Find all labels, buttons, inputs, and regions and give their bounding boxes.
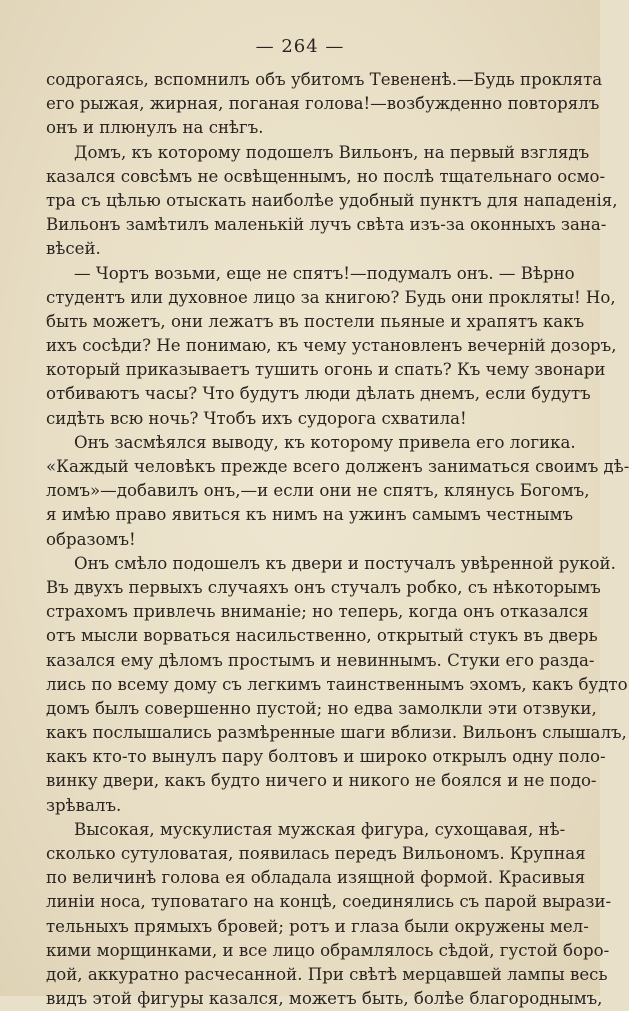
page-number: — 264 — xyxy=(255,36,345,57)
text-line: линіи носа, туповатаго на концѣ, соединялись съ парой вырази- xyxy=(46,892,612,912)
text-line: Высокая, мускулистая мужская фигура, сухощавая, нѣ- xyxy=(74,819,566,839)
text-line: тра съ цѣлью отыскать наиболѣе удобный пунктъ для нападенія, xyxy=(46,190,618,210)
text-line: Вильонъ замѣтилъ маленькій лучъ свѣта изъ-за оконныхъ зана- xyxy=(46,215,607,235)
paragraph xyxy=(46,552,628,818)
paragraph xyxy=(46,68,603,141)
text-line: сидѣть всю ночь? Чтобъ ихъ судорога схватила! xyxy=(46,408,467,428)
text-line: образомъ! xyxy=(46,529,136,549)
paragraph xyxy=(46,431,629,552)
text-line: по величинѣ голова ея обладала изящной формой. Красивыя xyxy=(46,868,586,888)
body-text xyxy=(46,68,629,1011)
text-line: вѣсей. xyxy=(46,239,101,259)
text-line: студентъ или духовное лицо за книгою? Будь они прокляты! Но, xyxy=(46,287,616,307)
text-line: казался ему дѣломъ простымъ и невиннымъ. Стуки его разда- xyxy=(46,650,595,670)
text-line: который приказываетъ тушить огонь и спать? Къ чему звонари xyxy=(46,360,606,380)
text-line: зрѣвалъ. xyxy=(46,795,122,815)
text-line: Онъ смѣло подошелъ къ двери и постучалъ увѣренной рукой. xyxy=(74,553,616,573)
text-line: сколько сутуловатая, появилась передъ Вильономъ. Крупная xyxy=(46,844,586,863)
paragraph xyxy=(46,141,618,262)
text-line: онъ и плюнулъ на снѣгъ. xyxy=(46,118,264,138)
paragraph xyxy=(46,262,617,431)
text-line: Въ двухъ первыхъ случаяхъ онъ стучалъ робко, съ нѣкоторымъ xyxy=(46,577,601,597)
text-line: ломъ»—добавилъ онъ,—и если они не спятъ, клянусь Богомъ, xyxy=(46,481,590,501)
text-line: я имѣю право явиться къ нимъ на ужинъ самымъ честнымъ xyxy=(46,505,574,525)
text-line: — Чортъ возьми, еще не спятъ!—подумалъ онъ. — Вѣрно xyxy=(74,263,575,283)
text-line: его рыжая, жирная, поганая голова!—возбужденно повторялъ xyxy=(46,94,600,114)
text-line: видъ этой фигуры казался, можетъ быть, болѣе благороднымъ, xyxy=(46,989,603,1009)
text-line: казался совсѣмъ не освѣщеннымъ, но послѣ тщательнаго осмо- xyxy=(46,166,606,186)
text-line: домъ былъ совершенно пустой; но едва замолкли эти отзвуки, xyxy=(46,698,597,718)
text-line: лись по всему дому съ легкимъ таинственнымъ эхомъ, какъ будто xyxy=(46,674,628,694)
text-line: Домъ, къ которому подошелъ Вильонъ, на первый взглядъ xyxy=(74,142,590,162)
text-line: кими морщинками, и все лицо обрамлялось сѣдой, густой боро- xyxy=(46,940,610,960)
text-line: ихъ сосѣди? Не понимаю, къ чему установленъ вечерній дозоръ, xyxy=(46,336,617,356)
paragraph xyxy=(46,818,612,1011)
text-line: содрогаясь, вспомнилъ объ убитомъ Тевененѣ.—Будь проклята xyxy=(46,70,603,89)
text-line: дой, аккуратно расчесанной. При свѣтѣ мерцавшей лампы весь xyxy=(46,964,608,984)
text-line: Онъ засмѣялся выводу, къ которому привела его логика. xyxy=(74,432,576,452)
text-line: какъ послышались размѣренные шаги вблизи. Вильонъ слышалъ, xyxy=(46,723,627,743)
text-line: быть можетъ, они лежатъ въ постели пьяные и храпятъ какъ xyxy=(46,311,585,331)
text-line: страхомъ привлечь вниманіе; но теперь, когда онъ отказался xyxy=(46,602,589,622)
text-line: тельныхъ прямыхъ бровей; ротъ и глаза были окружены мел- xyxy=(46,916,589,936)
text-line: отбиваютъ часы? Что будутъ люди дѣлать днемъ, если будутъ xyxy=(46,384,591,404)
text-line: какъ кто-то вынулъ пару болтовъ и широко открылъ одну поло- xyxy=(46,747,606,767)
text-line: винку двери, какъ будто ничего и никого не боялся и не подо- xyxy=(46,771,597,791)
text-line: «Каждый человѣкъ прежде всего долженъ заниматься своимъ дѣ- xyxy=(46,457,629,476)
text-line: отъ мысли ворваться насильственно, открытый стукъ въ дверь xyxy=(46,626,598,646)
